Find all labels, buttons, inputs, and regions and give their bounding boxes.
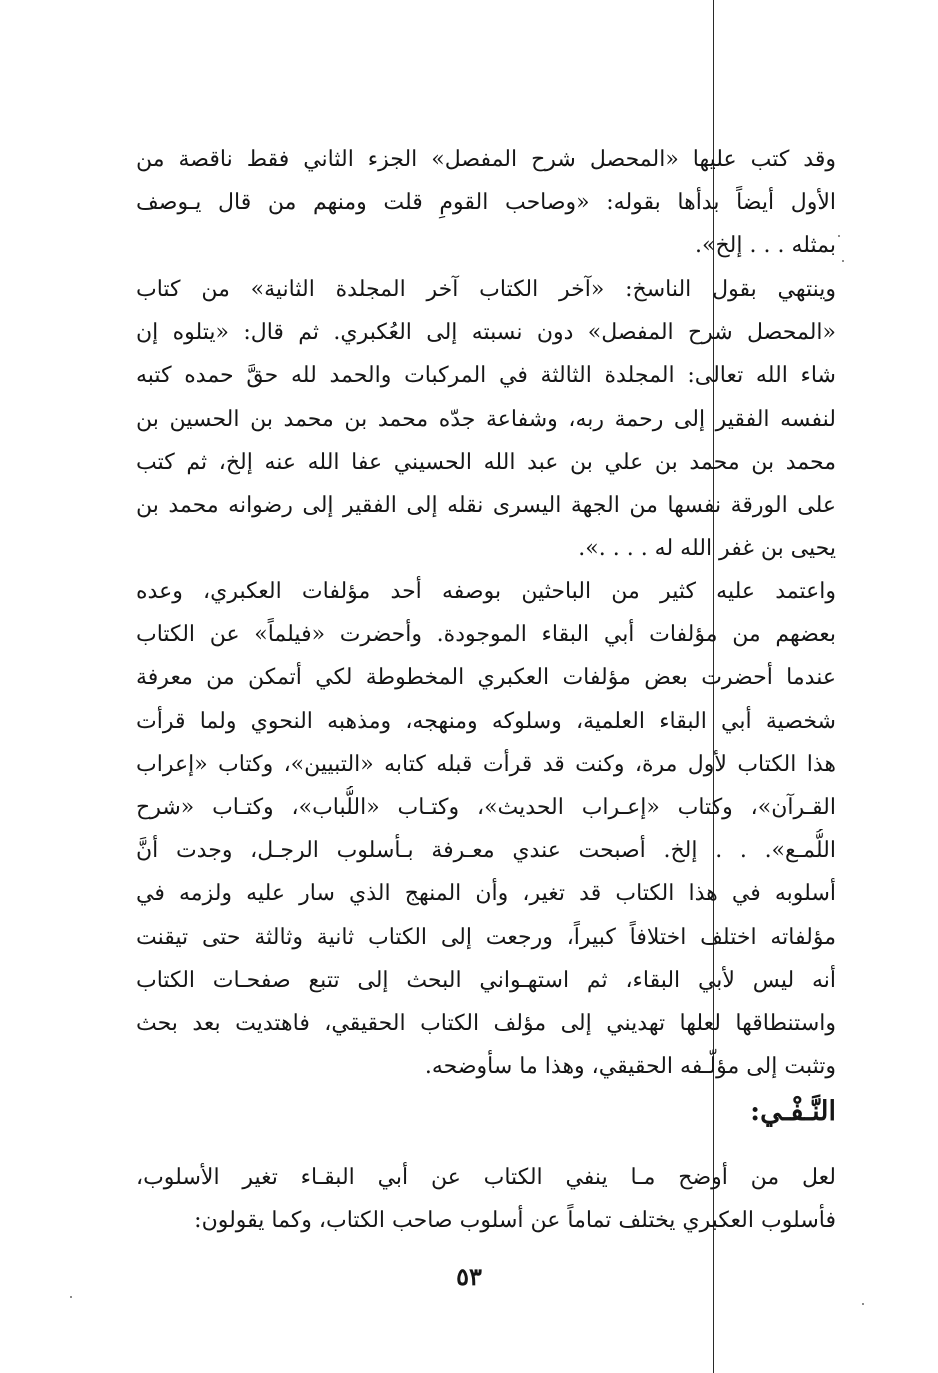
text-line: واعتمد عليه كثير من الباحثين بوصفه أحد مؤلفات العكبري، وعده [136,579,836,604]
text-line: الأول أيضاً بدأها بقوله: «وصاحب القومِ قلت ومنهم من قال يـوصف [136,190,836,216]
text-line: شخصية أبي البقاء العلمية، وسلوكه ومنهجه، ومذهبه النحوي ولما قرأت [136,708,836,734]
paragraph-negation [136,1156,836,1242]
page-number: ٥٣ [456,1262,482,1291]
scan-speck [70,1296,72,1298]
text-line: على الورقة نفسها من الجهة اليسرى نقله إلى الفقير إلى رضوانه محمد بن [136,492,836,518]
text-line: فأسلوب العكبري يختلف تماماً عن أسلوب صاحب الكتاب، وكما يقولون: [194,1208,836,1234]
paragraph-manuscript-description [136,138,836,268]
text-line: بعضهم من مؤلفات أبي البقاء الموجودة. وأحضرت «فيلماً» عن الكتاب [136,622,836,648]
text-line: «المحصل شرح المفصل» دون نسبته إلى العُكبري. ثم قال: «يتلوه إن [136,320,836,346]
text-line: وينتهي بقول الناسخ: «آخر الكتاب آخر المجلدة الثانية» من كتاب [136,277,836,302]
paragraph-researcher-account [136,570,836,1088]
scan-speck [862,1303,864,1305]
text-line: اللُّمـع». . . إلخ. أصبحت عندي معـرفة بـأسلوب الرجـل، وجدت أنَّ [136,838,836,864]
text-line: أنه ليس لأبي البقاء، ثم استهـواني البحث إلى تتبع صفحـات الكتاب [136,967,836,993]
text-line: شاء الله تعالى: المجلدة الثالثة في المركبات والحمد لله حقَّ حمده كتبه [136,363,836,389]
text-line: واستنطاقها لعلها تهديني إلى مؤلف الكتاب الحقيقي، فاهتديت بعد بحث [136,1010,836,1036]
text-line: محمد بن محمد بن علي بن عبد الله الحسيني عفا الله عنه إلخ، ثم كتب [136,449,836,475]
text-line: بمثله . . . إلخ». [695,233,836,259]
text-line: مؤلفاته اختلف اختلافاً كبيراً، ورجعت إلى الكتاب ثانية وثالثة حتى تيقنت [136,924,836,950]
section-heading: النَّـفْـي: [750,1096,836,1127]
text-line: القـرآن»، وكتاب «إعـراب الحديث»، وكتـاب «اللُّباب»، وكتـاب «شرح [136,794,836,820]
text-line: وتثبت إلى مؤلّـفه الحقيقي، وهذا ما سأوضحه. [424,1054,836,1080]
text-line: وقد كتب عليها «المحصل شرح المفصل» الجزء الثاني فقط ناقصة من [136,147,836,172]
scan-speck [842,260,844,262]
text-line: لنفسه الفقير إلى رحمة ربه، وشفاعة جدّه محمد بن محمد بن الحسين بن [136,406,836,432]
paragraph-copyist-note [136,268,836,570]
text-line: يحيى بن غفر الله له . . . .». [578,536,836,562]
text-line: عندما أحضرت بعض مؤلفات العكبري المخطوطة لكي أتمكن من معرفة [136,665,836,691]
text-line: أسلوبه في هذا الكتاب قد تغير، وأن المنهج الذي سار عليه ولزمه في [136,881,836,907]
text-line: لعل من أوضح مـا ينفي الكتاب عن أبي البقـاء تغير الأسلوب، [136,1165,836,1190]
scan-speck [838,235,840,237]
text-line: هذا الكتاب لأول مرة، وكنت قد قرأت قبله كتابه «التبيين»، وكتاب «إعراب [136,751,836,777]
